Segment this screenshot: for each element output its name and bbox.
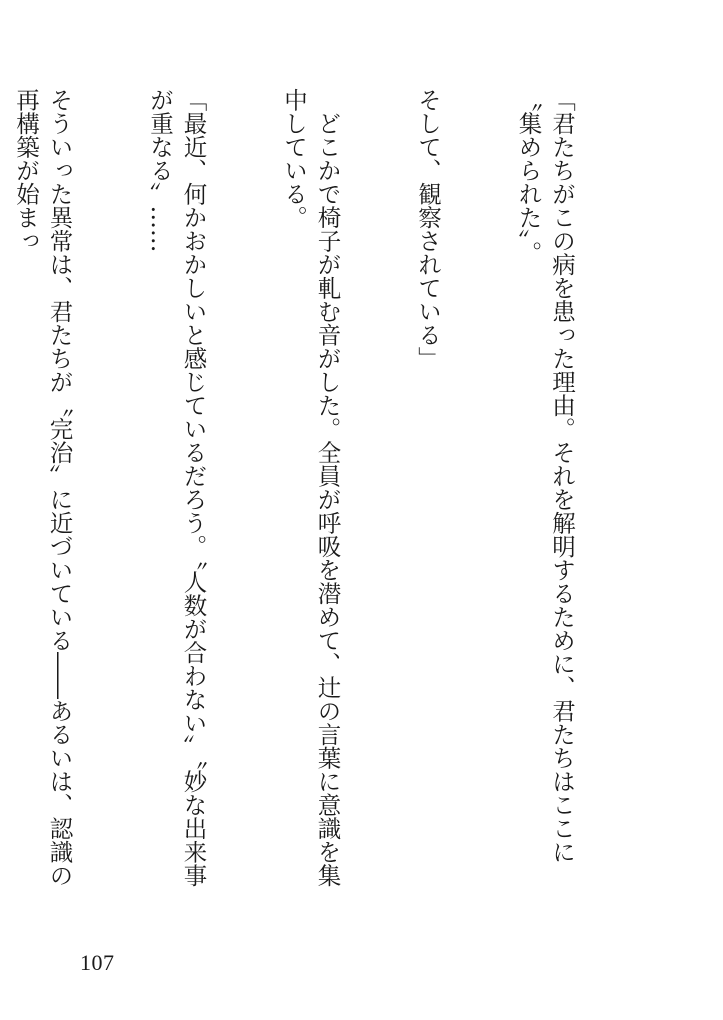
text-line: 「最近、何かおかしいと感じているだろう。〝人数が合わない〟〝妙な出来事が重なる〟…… bbox=[146, 88, 208, 887]
vertical-text-body bbox=[12, 88, 645, 910]
text-line: 「君たちがこの病を患った理由。それを解明するために、君たちはここに〝集められた〟。 bbox=[514, 88, 576, 864]
text-line: どこかで椅子が軋む音がした。全員が呼吸を潜めて、辻の言葉に意識を集中している。 bbox=[280, 88, 342, 887]
text-line: そして、観察されている」 bbox=[414, 88, 442, 370]
text-line: そういった異常は、君たちが〝完治〟に近づいている――あるいは、認識の再構築が始まっ bbox=[12, 88, 74, 887]
page-number: 107 bbox=[80, 950, 115, 975]
